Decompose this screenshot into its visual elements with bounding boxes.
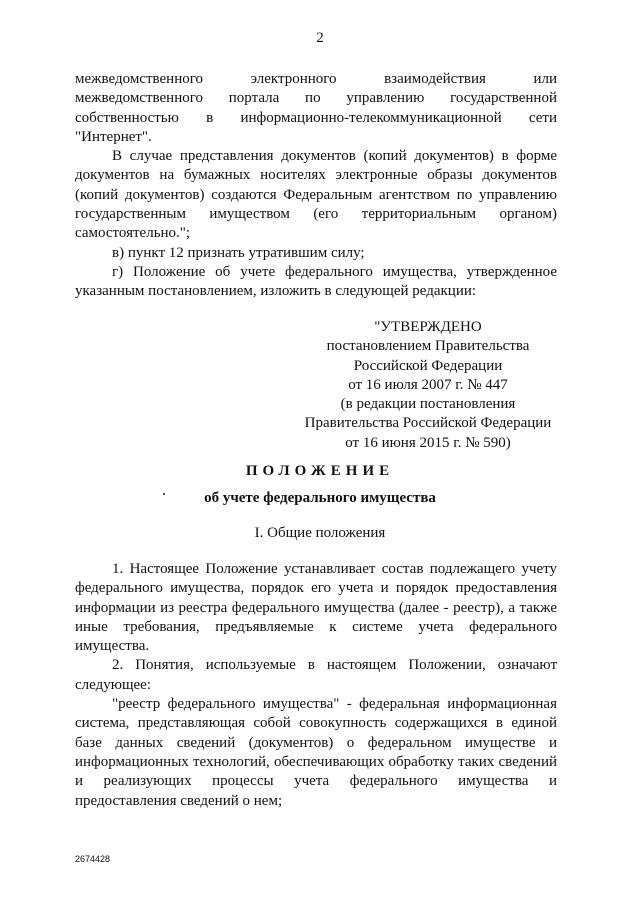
paragraph-clause-1: 1. Настоящее Положение устанавливает состав подлежащего учету федерального имущества, порядок его учета и порядок предоставления информации из реестра федерального имущества (далее - реестр), а также иные требования, предъявляемые к системе учета федерального имущества.: [75, 561, 557, 655]
paragraph-clause-2: 2. Понятия, используемые в настоящем Положении, означают следующее:: [75, 657, 557, 693]
general-provisions-block: [75, 560, 557, 811]
approval-line: Российской Федерации: [353, 357, 503, 374]
approval-line: от 16 июня 2015 г. № 590): [345, 434, 511, 451]
document-subtitle: об учете федерального имущества: [204, 490, 436, 506]
approval-line: "УТВЕРЖДЕНО: [374, 319, 482, 335]
document-title: ПОЛОЖЕНИЕ: [245, 463, 395, 479]
approval-line: Правительства Российской Федерации: [304, 415, 552, 432]
paragraph-registry-definition: "реестр федерального имущества" - федеральная информационная система, представляющая собой совокупность содержащихся в единой базе данных сведений (документов) о федеральном имуществе и информационных технологий, обеспечивающих обработку таких сведений и реализующих процессы учета федерального имущества и предоставления сведений о нем;: [75, 696, 557, 809]
approval-stamp-block: [300, 318, 556, 453]
section-heading: I. Общие положения: [254, 525, 386, 541]
approval-line: от 16 июля 2007 г. № 447: [348, 376, 508, 393]
paragraph-electronic-copies: В случае представления документов (копий документов) в форме документов на бумажных носителях электронные образы документов (копий документов) создаются Федеральным агентством по управлению государственным имуществом (его территориальным органом) самостоятельно.";: [75, 148, 557, 242]
intro-text-block: [75, 70, 557, 302]
document-id: 2674428: [75, 854, 111, 864]
paragraph-continuation: межведомственного электронного взаимодействия или межведомственного портала по управлению государственной собственностью в информационно-телекоммуникационной сети "Интернет".: [75, 71, 557, 145]
paragraph-item-g: г) Положение об учете федерального имущества, утвержденное указанным постановлением, изложить в следующей редакции:: [75, 263, 557, 300]
paragraph-item-v: в) пункт 12 признать утратившим силу;: [112, 244, 365, 261]
approval-line: постановлением Правительства: [326, 338, 530, 355]
approval-line: (в редакции постановления: [340, 396, 516, 413]
page-number: 2: [316, 30, 324, 46]
